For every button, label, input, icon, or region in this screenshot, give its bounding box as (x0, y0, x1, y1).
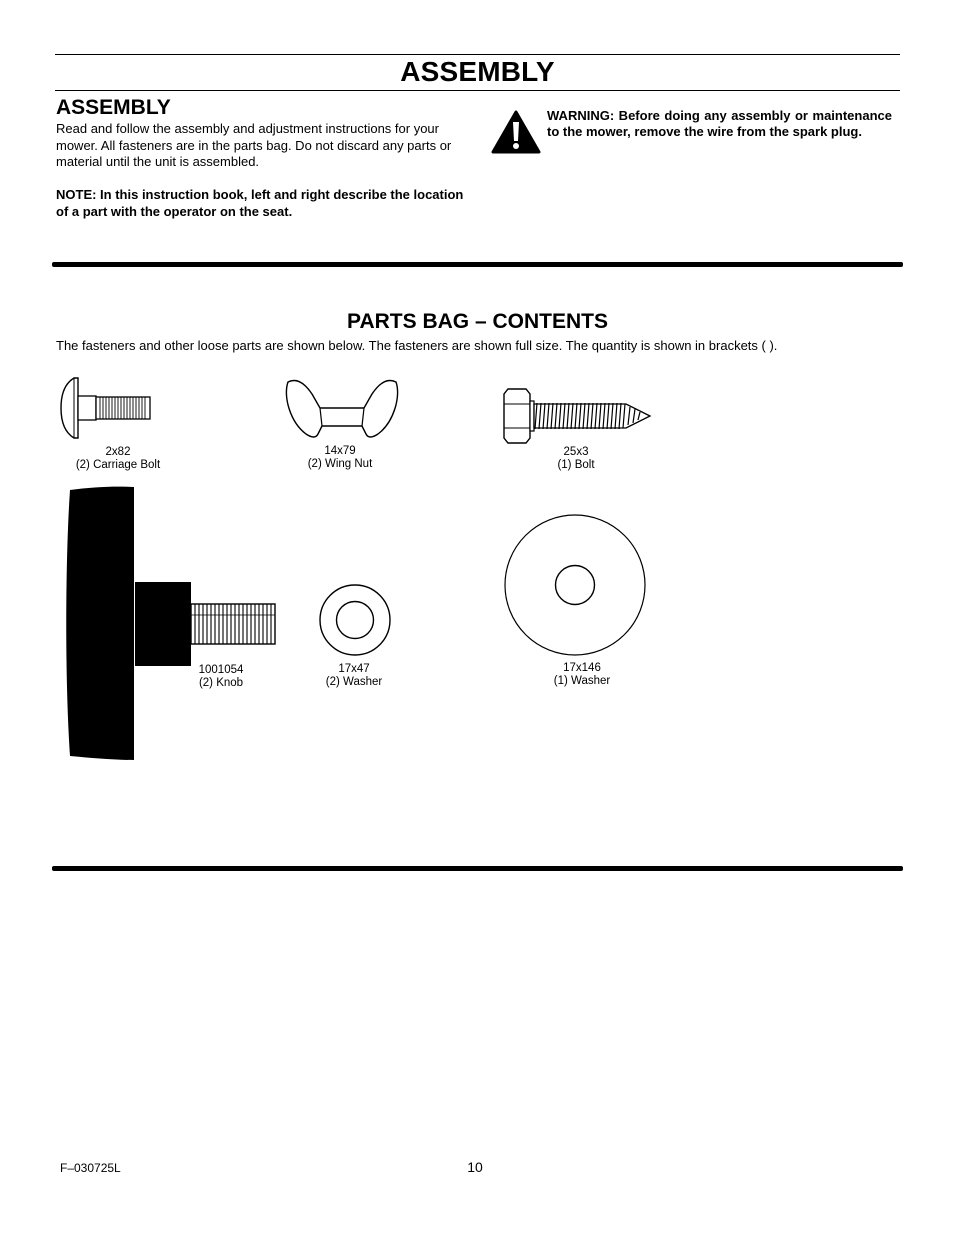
top-rule (55, 54, 900, 55)
document-code: F–030725L (60, 1161, 121, 1175)
part-label: (2) Washer (325, 675, 383, 688)
part-caption-carriage-bolt (68, 446, 168, 471)
part-caption-small-washer (304, 663, 404, 688)
title-underline (55, 90, 900, 91)
part-label: (2) Wing Nut (307, 457, 373, 470)
part-caption-large-washer (532, 662, 632, 687)
part-number: 25x3 (563, 446, 589, 458)
small-washer-icon (318, 583, 392, 657)
parts-bag-heading: PARTS BAG – CONTENTS (347, 310, 608, 333)
page-title: ASSEMBLY (400, 56, 555, 87)
part-label: (2) Knob (198, 676, 244, 689)
part-number: 14x79 (324, 445, 356, 457)
part-number: 1001054 (198, 664, 244, 676)
parts-bag-description: The fasteners and other loose parts are shown below. The fasteners are shown full size. The quantity is shown in brackets ( ). (56, 338, 778, 353)
carriage-bolt-icon (60, 374, 155, 444)
section-divider-top (52, 262, 903, 267)
wing-nut-icon (282, 376, 402, 440)
section-divider-bottom (52, 866, 903, 871)
large-washer-icon (503, 513, 647, 657)
part-label: (1) Bolt (557, 458, 595, 471)
part-number: 17x146 (563, 662, 601, 674)
warning-triangle-icon (491, 110, 541, 154)
part-label: (1) Washer (553, 674, 611, 687)
part-caption-wing-nut (290, 445, 390, 470)
part-number: 2x82 (105, 446, 131, 458)
warning-text: WARNING: Before doing any assembly or maintenance to the mower, remove the wire from the spark plug. (547, 108, 892, 139)
part-caption-hex-bolt (526, 446, 626, 471)
part-caption-knob (171, 664, 271, 689)
hex-bolt-icon (500, 386, 655, 446)
knob-icon (62, 484, 282, 766)
assembly-note-text: NOTE: In this instruction book, left and right describe the location of a part with the operator on the seat. (56, 187, 464, 219)
part-label: (2) Carriage Bolt (75, 458, 161, 471)
page-number: 10 (467, 1159, 483, 1175)
part-number: 17x47 (338, 663, 370, 675)
assembly-intro-text: Read and follow the assembly and adjustment instructions for your mower. All fasteners are in the parts bag. Do not discard any parts or material until the unit is assembled. (56, 121, 452, 170)
assembly-heading: ASSEMBLY (56, 96, 171, 119)
